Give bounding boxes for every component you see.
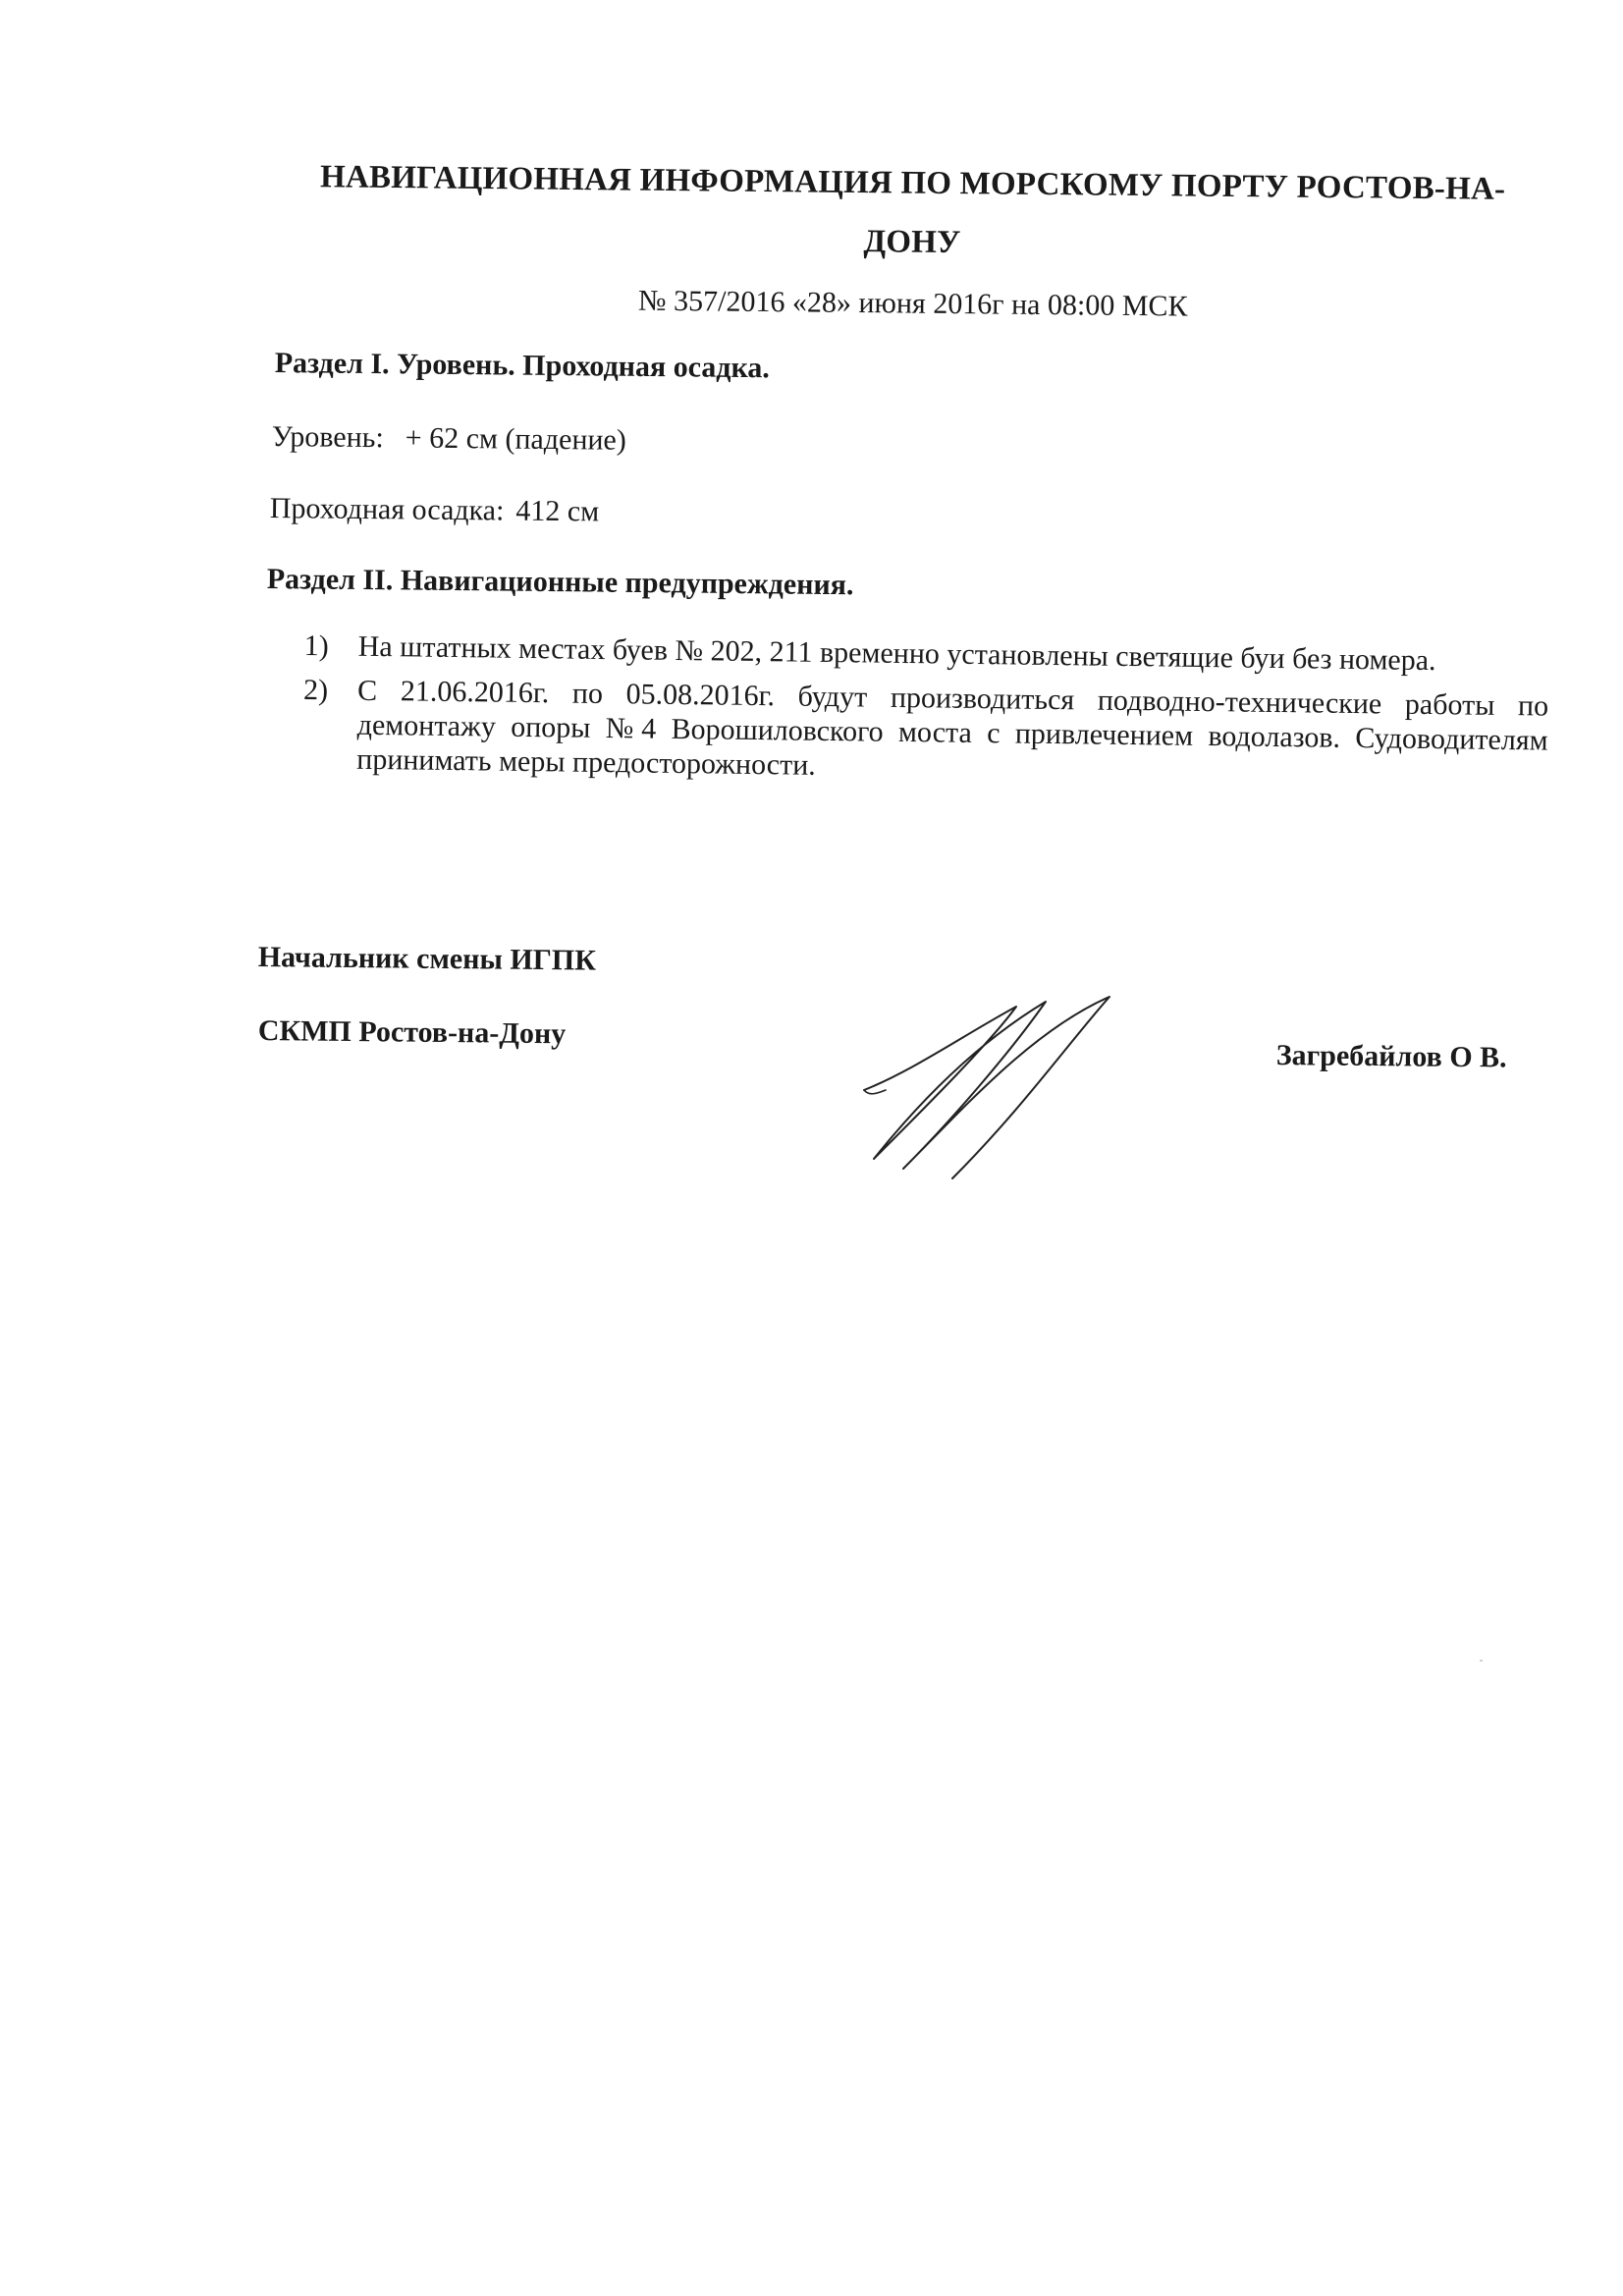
document-number-date: № 357/2016 «28» июня 2016г на 08:00 МСК bbox=[637, 284, 1188, 323]
signer-name: Загребайлов О В. bbox=[1275, 1038, 1507, 1074]
signer-position-line-2: СКМП Ростов-на-Дону bbox=[257, 1013, 567, 1051]
level-line bbox=[272, 417, 626, 461]
warning-item bbox=[302, 673, 1548, 793]
document-title bbox=[294, 147, 1532, 278]
draft-line bbox=[270, 489, 600, 532]
scan-speck bbox=[1480, 1660, 1483, 1662]
warning-text: На штатных местах буев № 202, 211 временно установлены светящие буи без номера. bbox=[357, 629, 1436, 678]
warning-number: 1) bbox=[303, 629, 329, 663]
section-2-heading: Раздел II. Навигационные предупреждения. bbox=[266, 562, 854, 602]
warning-text: С 21.06.2016г. по 05.08.2016г. будут производиться подводно-технические работы по демонтажу опоры №4 Ворошиловского моста с привлечением водолазов. Судоводителям принимать меры предосторожности. bbox=[356, 674, 1549, 782]
draft-value: 412 см bbox=[515, 494, 600, 528]
warning-item bbox=[304, 629, 1549, 680]
level-label: Уровень: bbox=[271, 419, 384, 455]
draft-label: Проходная осадка: bbox=[269, 491, 505, 527]
level-value: + 62 см (падение) bbox=[405, 421, 627, 457]
signer-position-line-1: Начальник смены ИГПК bbox=[257, 940, 597, 977]
section-1-heading: Раздел I. Уровень. Проходная осадка. bbox=[274, 346, 771, 385]
handwritten-signature bbox=[844, 992, 1129, 1188]
warnings-list bbox=[302, 629, 1549, 802]
warning-number: 2) bbox=[302, 673, 329, 707]
title-line-2: ДОНУ bbox=[863, 224, 961, 261]
title-line-1: НАВИГАЦИОННАЯ ИНФОРМАЦИЯ ПО МОРСКОМУ ПОРТУ РОСТОВ-НА- bbox=[319, 159, 1506, 207]
